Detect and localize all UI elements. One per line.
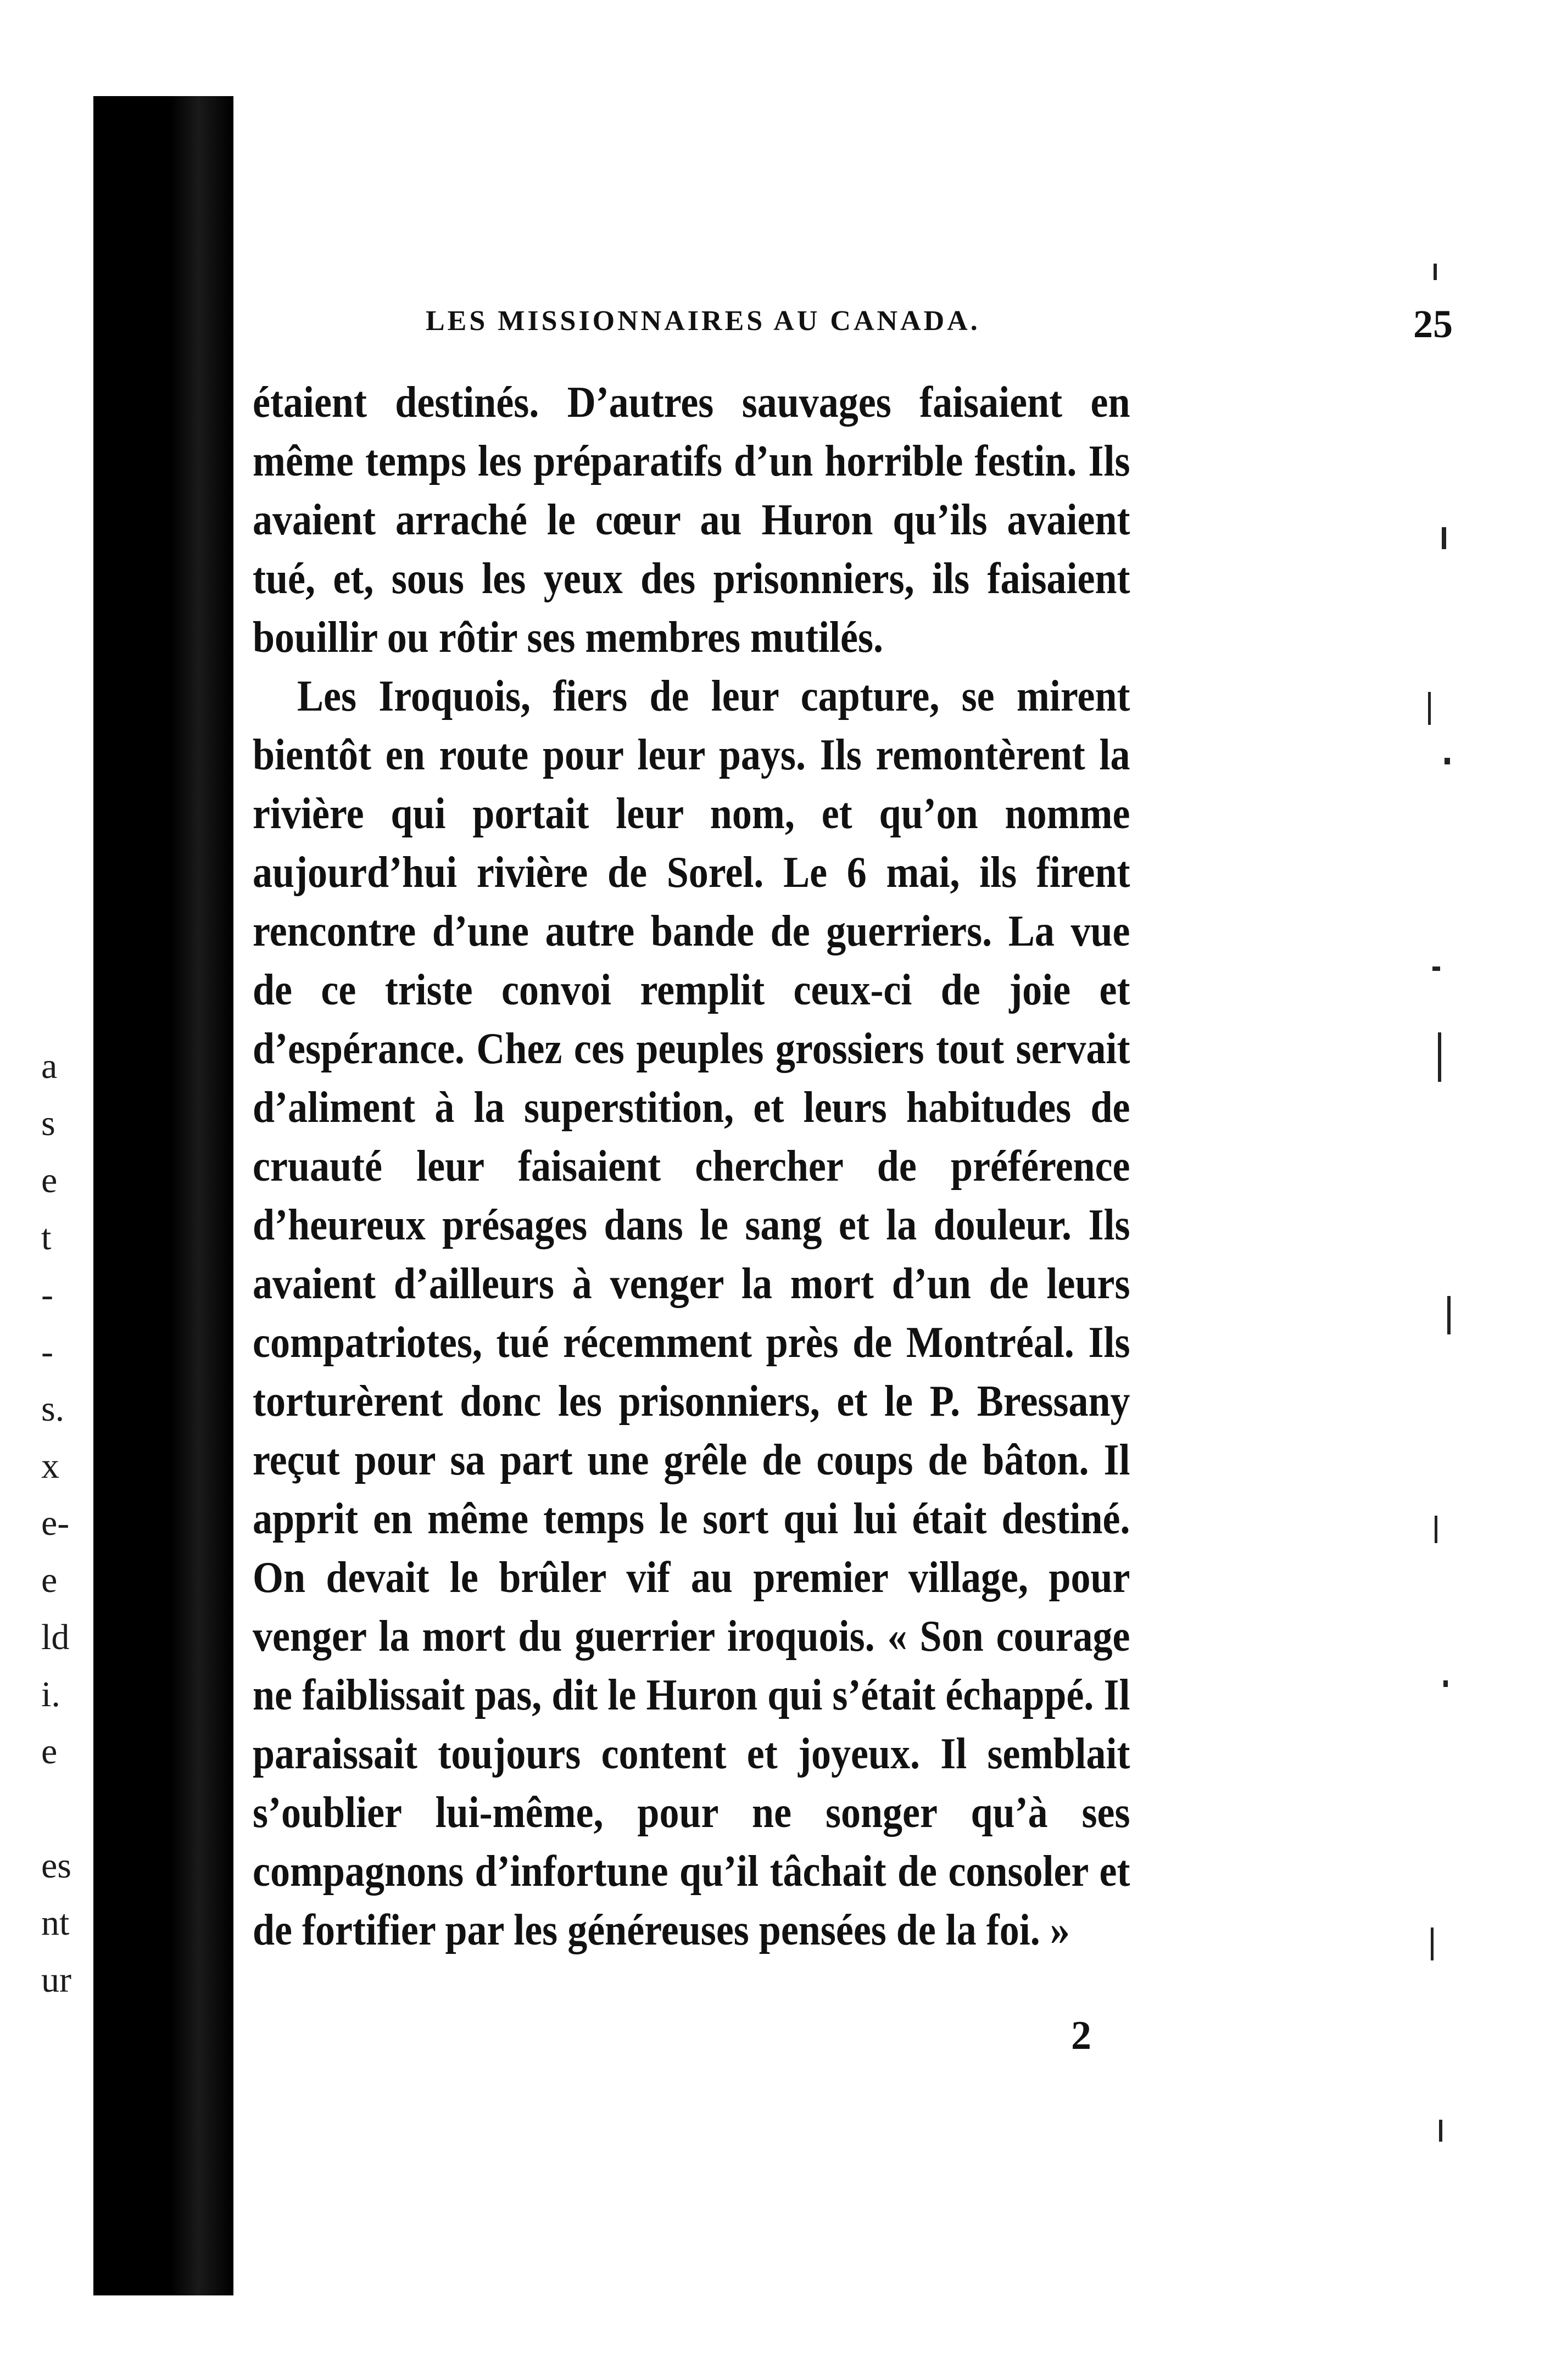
fragment-line: x — [41, 1446, 59, 1486]
fragment-line: ld — [41, 1617, 70, 1657]
page-number: 25 — [1413, 302, 1453, 346]
fragment-line: ur — [41, 1960, 71, 2000]
fragment-line: s. — [41, 1389, 65, 1429]
fragment-line: s — [41, 1103, 55, 1143]
binding-gutter-shadow — [93, 96, 233, 2295]
fragment-line: a — [41, 1046, 58, 1086]
paragraph: étaient destinés. D’autres sauvages faisaient en même temps les préparatifs d’un horrible festin. Ils avaient arraché le cœur au Huron qu’ils avaient tué, et, sous les yeux des prisonniers, ils faisaient bouillir ou rôtir ses membres mutilés. — [253, 378, 1130, 662]
fragment-line: e — [41, 1560, 58, 1600]
fragment-line: e — [41, 1731, 58, 1772]
running-head — [426, 302, 1453, 349]
fragment-line: i. — [41, 1674, 60, 1714]
fragment-line: t — [41, 1217, 52, 1258]
book-page — [233, 0, 1567, 2380]
fragment-line: e- — [41, 1503, 70, 1543]
fragment-line: nt — [41, 1903, 70, 1943]
scan-edge-noise — [1423, 198, 1466, 2175]
body-text — [253, 373, 1130, 1960]
paragraph: Les Iroquois, fiers de leur capture, se mirent bientôt en route pour leur pays. Ils remontèrent la rivière qui portait leur nom, et qu’on nomme aujourd’hui rivière de Sorel. Le 6 mai, ils firent rencontre d’une autre bande de guerriers. La vue de ce triste convoi remplit ceux-ci de joie et d’espérance. Chez ces peuples grossiers tout servait d’aliment à la superstition, et leurs habitudes de cruauté leur faisaient chercher de préférence d’heureux présages dans le sang et la douleur. Ils avaient d’ailleurs à venger la mort d’un de leurs compatriotes, tué récemment près de Montréal. Ils torturèrent donc les prisonniers, et le P. Bressany reçut pour sa part une grêle de coups de bâton. Il apprit en même temps le sort qui lui était destiné. On devait le brûler vif au premier village, pour venger la mort du guerrier iroquois. « Son courage ne faiblissait pas, dit le Huron qui s’était échappé. Il paraissait toujours content et joyeux. Il semblait s’oublier lui-même, pour ne songer qu’à ses compagnons d’infortune qu’il tâchait de consoler et de fortifier par les généreuses pensées de la foi. » — [253, 672, 1130, 1954]
fragment-line — [41, 1780, 93, 1837]
fragment-line: e — [41, 1160, 58, 1200]
running-title: LES MISSIONNAIRES AU CANADA. — [426, 305, 980, 337]
signature-mark: 2 — [1071, 2013, 1091, 2058]
fragment-line: - — [41, 1332, 53, 1372]
fragment-line: es — [41, 1846, 71, 1886]
adjacent-page-fragments — [41, 1038, 93, 2009]
fragment-line: - — [41, 1275, 53, 1315]
